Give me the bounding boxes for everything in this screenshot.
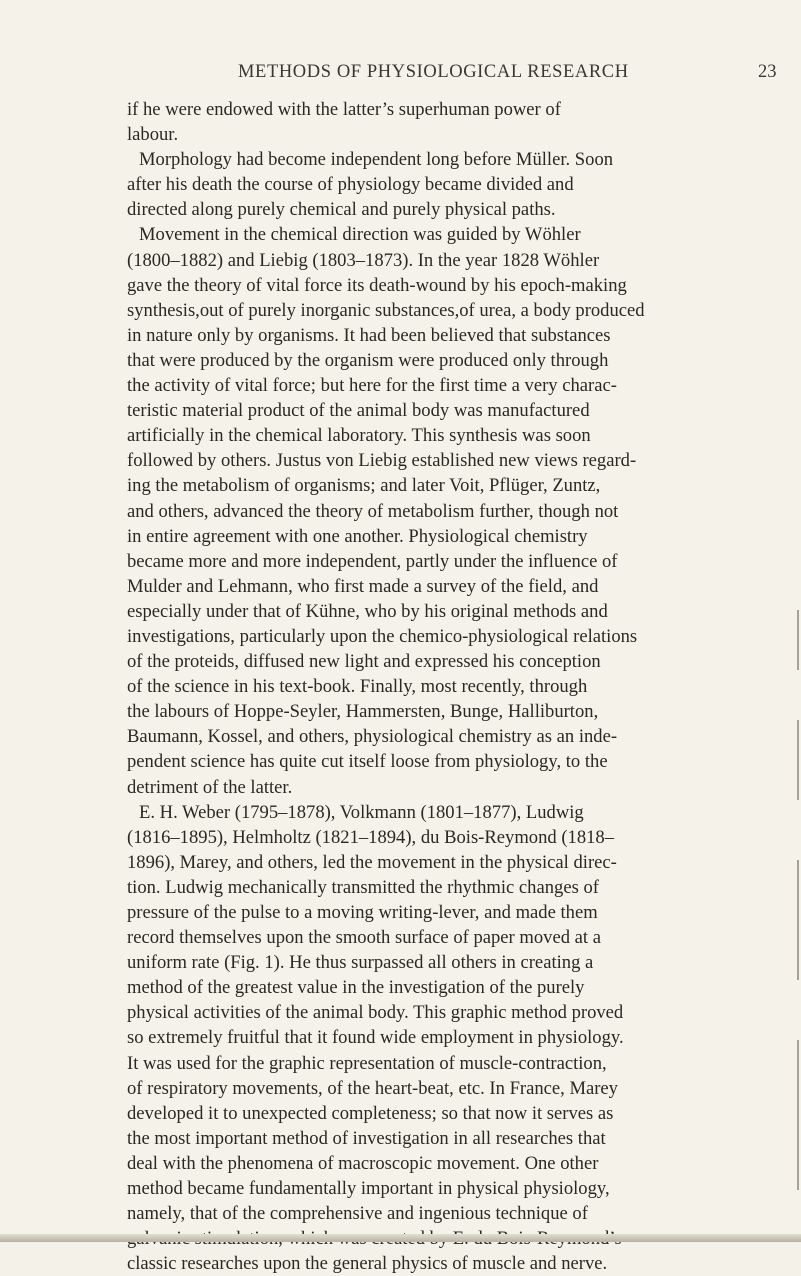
- running-head: METHODS OF PHYSIOLOGICAL RESEARCH: [238, 62, 629, 82]
- text-line: followed by others. Justus von Liebig established new views regard-: [127, 450, 637, 472]
- body-text: [127, 97, 777, 1276]
- text-line: that were produced by the organism were produced only through: [127, 349, 609, 371]
- text-line: It was used for the graphic representation of muscle-contraction,: [127, 1052, 607, 1074]
- text-line: namely, that of the comprehensive and ingenious technique of: [127, 1203, 588, 1225]
- text-line: of the science in his text-book. Finally, most recently, through: [127, 676, 588, 698]
- text-line: artificially in the chemical laboratory. This synthesis was soon: [127, 425, 591, 447]
- page-edge-marks: [793, 570, 801, 1200]
- text-line: teristic material product of the animal body was manufactured: [127, 400, 590, 422]
- text-line: (1800–1882) and Liebig (1803–1873). In the year 1828 Wöhler: [127, 249, 600, 271]
- text-line: pendent science has quite cut itself loose from physiology, to the: [127, 751, 608, 773]
- text-line: Morphology had become independent long before Müller. Soon: [139, 149, 614, 171]
- text-line: investigations, particularly upon the chemico-physiological relations: [127, 625, 638, 647]
- page-bottom-edge: [0, 1234, 801, 1242]
- text-line: labour.: [127, 124, 179, 146]
- text-line: gave the theory of vital force its death-wound by his epoch-making: [127, 274, 627, 296]
- page-number: 23: [758, 62, 777, 82]
- text-line: and others, advanced the theory of metabolism further, though not: [127, 500, 619, 522]
- text-line: (1816–1895), Helmholtz (1821–1894), du Bois-Reymond (1818–: [127, 826, 615, 848]
- text-line: if he were endowed with the latter’s superhuman power of: [127, 99, 561, 120]
- text-line: of the proteids, diffused new light and expressed his conception: [127, 651, 601, 673]
- text-line: tion. Ludwig mechanically transmitted the rhythmic changes of: [127, 876, 599, 898]
- text-line: directed along purely chemical and purely physical paths.: [127, 199, 556, 221]
- text-line: record themselves upon the smooth surface of paper moved at a: [127, 927, 601, 949]
- text-line: especially under that of Kühne, who by his original methods and: [127, 600, 608, 622]
- text-line: Baumann, Kossel, and others, physiological chemistry as an inde-: [127, 726, 618, 748]
- text-line: after his death the course of physiology became divided and: [127, 174, 574, 196]
- page-header: [0, 62, 801, 92]
- text-line: method became fundamentally important in physical physiology,: [127, 1178, 610, 1200]
- text-line: deal with the phenomena of macroscopic movement. One other: [127, 1152, 599, 1174]
- text-line: so extremely fruitful that it found wide employment in physiology.: [127, 1027, 624, 1049]
- text-line: Mulder and Lehmann, who first made a survey of the field, and: [127, 575, 599, 597]
- text-line: developed it to unexpected completeness; so that now it serves as: [127, 1102, 614, 1124]
- edge-mark: [797, 1040, 799, 1190]
- text-line: in entire agreement with one another. Physiological chemistry: [127, 525, 588, 547]
- text-line: physical activities of the animal body. This graphic method proved: [127, 1002, 624, 1024]
- text-line: the labours of Hoppe-Seyler, Hammersten, Bunge, Halliburton,: [127, 701, 599, 723]
- text-line: classic researches upon the general physics of muscle and nerve.: [127, 1253, 608, 1275]
- text-line: Movement in the chemical direction was guided by Wöhler: [139, 224, 581, 246]
- edge-mark: [797, 610, 799, 670]
- text-line: synthesis,out of purely inorganic substances,of urea, a body produced: [127, 299, 645, 321]
- text-line: method of the greatest value in the investigation of the purely: [127, 977, 585, 999]
- edge-mark: [797, 860, 799, 980]
- text-line: uniform rate (Fig. 1). He thus surpassed all others in creating a: [127, 952, 594, 974]
- edge-mark: [797, 720, 799, 800]
- text-line: ing the metabolism of organisms; and later Voit, Pflüger, Zuntz,: [127, 475, 601, 497]
- text-line: the most important method of investigation in all researches that: [127, 1127, 606, 1149]
- text-line: detriment of the latter.: [127, 776, 293, 798]
- text-line: E. H. Weber (1795–1878), Volkmann (1801–1877), Ludwig: [139, 801, 584, 823]
- text-line: in nature only by organisms. It had been believed that substances: [127, 324, 611, 346]
- text-line: of respiratory movements, of the heart-beat, etc. In France, Marey: [127, 1077, 618, 1099]
- text-line: pressure of the pulse to a moving writing-lever, and made them: [127, 902, 598, 923]
- text-line: the activity of vital force; but here for the first time a very charac-: [127, 375, 617, 397]
- text-line: became more and more independent, partly under the influence of: [127, 550, 618, 572]
- text-line: 1896), Marey, and others, led the movement in the physical direc-: [127, 851, 617, 873]
